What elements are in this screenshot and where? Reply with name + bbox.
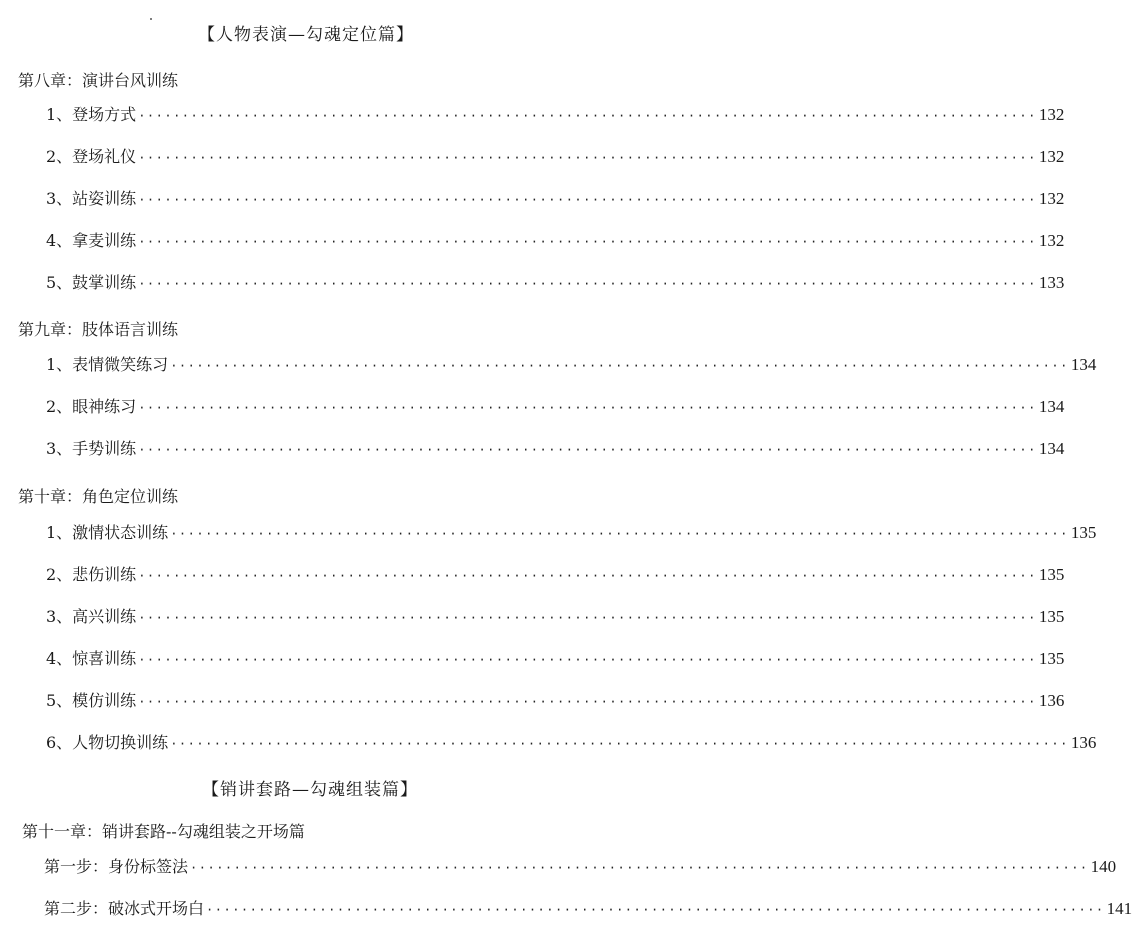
toc-entry — [46, 522, 1097, 544]
dot-leader: ······································································································· — [138, 193, 1037, 207]
dot-leader: ······································································································· — [206, 903, 1105, 917]
dot-leader: ······································································································· — [138, 695, 1037, 709]
entry-page-number: 140 — [1090, 857, 1117, 876]
toc-entry — [46, 146, 1065, 168]
toc-entry — [44, 856, 1117, 878]
dot-leader: ······································································································· — [170, 737, 1069, 751]
entry-page-number: 135 — [1038, 607, 1065, 626]
toc-entry — [46, 648, 1065, 670]
toc-entry — [46, 396, 1065, 418]
dot-leader: ······································································································· — [138, 109, 1037, 123]
entry-label: 3、手势训练 — [46, 439, 137, 458]
entry-label: 3、高兴训练 — [46, 607, 137, 626]
entry-page-number: 135 — [1070, 523, 1097, 542]
dot-leader: ······································································································· — [170, 359, 1069, 373]
entry-page-number: 134 — [1038, 397, 1065, 416]
toc-entry — [44, 898, 1132, 920]
entry-page-number: 135 — [1038, 649, 1065, 668]
entry-page-number: 134 — [1038, 439, 1065, 458]
dot-leader: ······································································································· — [138, 151, 1037, 165]
dot-leader: ······································································································· — [170, 527, 1069, 541]
dot-leader: ······································································································· — [138, 569, 1037, 583]
chapter-title: 第九章：肢体语言训练 — [18, 320, 179, 339]
entry-label: 5、模仿训练 — [46, 691, 137, 710]
entry-page-number: 132 — [1038, 231, 1065, 250]
entry-page-number: 136 — [1070, 733, 1097, 752]
entry-page-number: 135 — [1038, 565, 1065, 584]
entry-label: 3、站姿训练 — [46, 189, 137, 208]
entry-label: 1、表情微笑练习 — [46, 355, 169, 374]
entry-page-number: 132 — [1038, 147, 1065, 166]
toc-entry — [46, 732, 1097, 754]
entry-label: 6、人物切换训练 — [46, 733, 169, 752]
entry-label: 第一步：身份标签法 — [44, 857, 189, 876]
scan-speck — [150, 18, 152, 20]
dot-leader: ······································································································· — [138, 653, 1037, 667]
toc-entry — [46, 272, 1065, 294]
toc-entry — [46, 230, 1065, 252]
toc-entry — [46, 354, 1097, 376]
chapter-title: 第十章：角色定位训练 — [18, 487, 179, 506]
entry-page-number: 136 — [1038, 691, 1065, 710]
toc-entry — [46, 438, 1065, 460]
entry-label: 2、悲伤训练 — [46, 565, 137, 584]
entry-page-number: 132 — [1038, 189, 1065, 208]
toc-entry — [46, 690, 1065, 712]
dot-leader: ······································································································· — [138, 611, 1037, 625]
dot-leader: ······································································································· — [138, 443, 1037, 457]
dot-leader: ······································································································· — [138, 235, 1037, 249]
dot-leader: ······································································································· — [138, 277, 1037, 291]
toc-entry — [46, 606, 1065, 628]
entry-label: 1、激情状态训练 — [46, 523, 169, 542]
entry-label: 4、拿麦训练 — [46, 231, 137, 250]
section-title: 【人物表演—勾魂定位篇】 — [198, 25, 414, 45]
toc-entry — [46, 564, 1065, 586]
dot-leader: ······································································································· — [190, 861, 1089, 875]
entry-page-number: 134 — [1070, 355, 1097, 374]
toc-entry — [46, 104, 1065, 126]
entry-label: 4、惊喜训练 — [46, 649, 137, 668]
entry-label: 2、登场礼仪 — [46, 147, 137, 166]
entry-label: 2、眼神练习 — [46, 397, 137, 416]
toc-entry — [46, 188, 1065, 210]
entry-label: 第二步：破冰式开场白 — [44, 899, 205, 918]
chapter-title: 第八章：演讲台风训练 — [18, 71, 179, 90]
entry-label: 1、登场方式 — [46, 105, 137, 124]
section-title: 【销讲套路—勾魂组装篇】 — [202, 780, 418, 800]
entry-label: 5、鼓掌训练 — [46, 273, 137, 292]
entry-page-number: 132 — [1038, 105, 1065, 124]
chapter-title: 第十一章：销讲套路--勾魂组装之开场篇 — [22, 822, 305, 841]
entry-page-number: 133 — [1038, 273, 1065, 292]
dot-leader: ······································································································· — [138, 401, 1037, 415]
entry-page-number: 141 — [1106, 899, 1132, 918]
